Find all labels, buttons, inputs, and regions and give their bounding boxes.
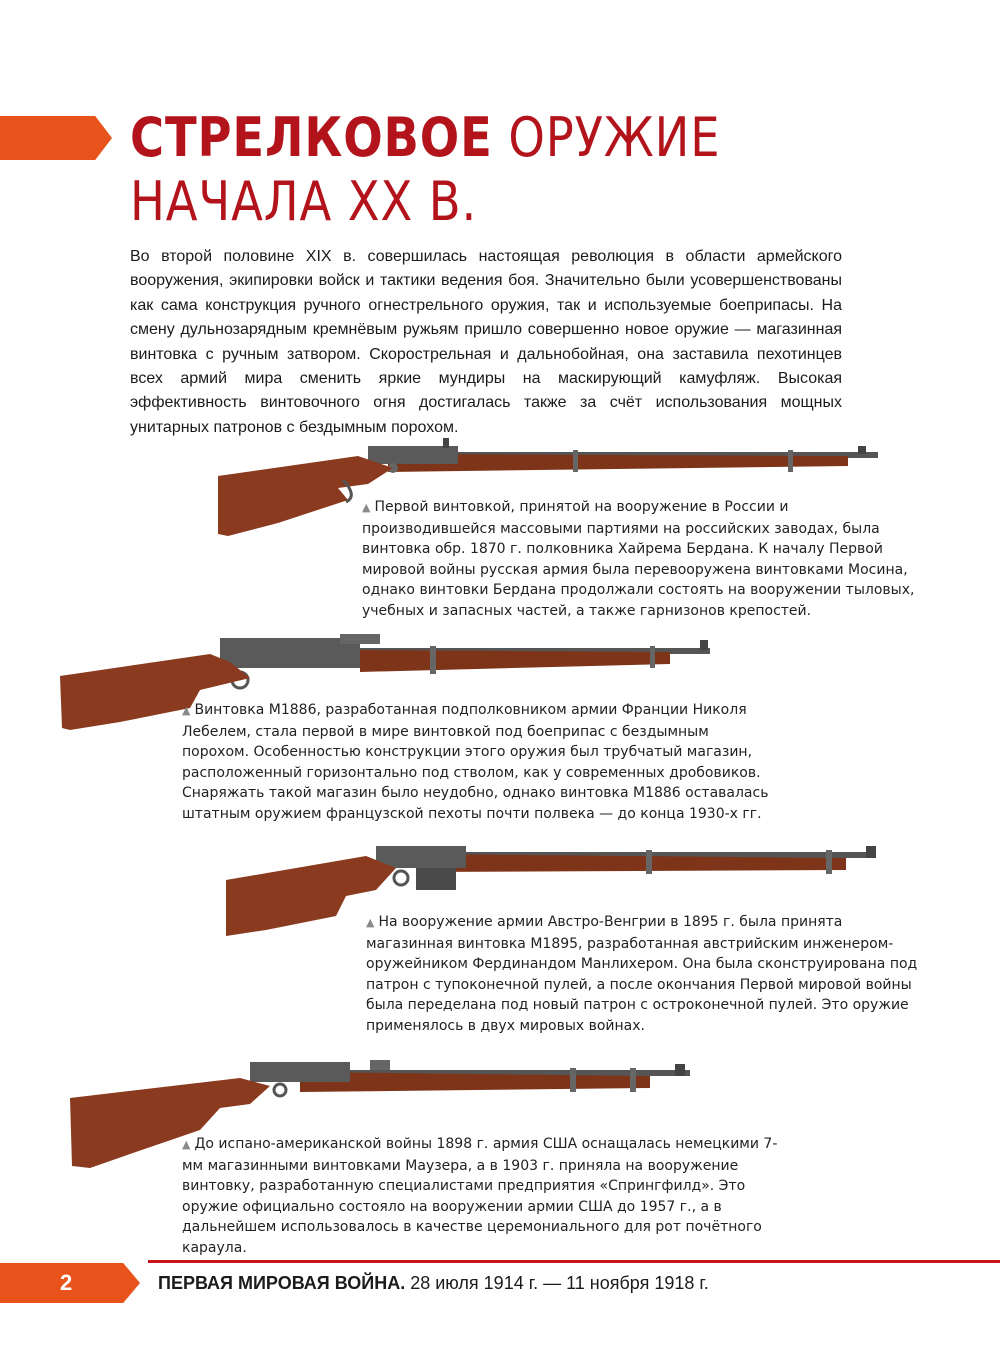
triangle-up-icon: ▲ (182, 1138, 191, 1151)
footer-rule (148, 1260, 1000, 1263)
triangle-up-icon: ▲ (362, 501, 371, 514)
footer-section-title: ПЕРВАЯ МИРОВАЯ ВОЙНА. (158, 1273, 406, 1293)
triangle-up-icon: ▲ (366, 916, 375, 929)
caption-springfield-text: До испано-американской войны 1898 г. армия США оснащалась немецкими 7-мм магазинными винтовками Маузера, а в 1903 г. приняла на вооружение винтовку, разработанную специалистами предприятия «Спрингфилд». Это оружие официально состояло на вооружении армии США до 1957 г., а в дальнейшем использовалось в качестве церемониального для рот почётного караула. (182, 1136, 778, 1256)
title-bold-part: СТРЕЛКОВОЕ (130, 106, 493, 169)
intro-paragraph: Во второй половине XIX в. совершилась настоящая революция в области армейского вооружения, экипировки войск и тактики ведения боя. Значительно были усовершенствованы как сама конструкция ручного огнестрельного оружия, так и используемые боеприпасы. На смену дульнозарядным кремнёвым ружьям пришло совершенно новое оружие — магазинная винтовка с ручным затвором. Скорострельная и дальнобойная, она заставила пехотинцев всех армий мира сменить яркие мундиры на маскирующий камуфляж. Высокая эффективность винтовочного огня достигалась также за счёт использования мощных унитарных патронов с бездымным порохом. (130, 248, 842, 436)
caption-springfield (182, 1134, 782, 1259)
caption-lebel (182, 700, 772, 825)
title-line-2: НАЧАЛА XX В. (130, 170, 478, 233)
caption-lebel-text: Винтовка М1886, разработанная подполковником армии Франции Николя Лебелем, стала первой в мире винтовкой под боеприпас с бездымным порохом. Особенностью конструкции этого оружия был трубчатый магазин, расположенный горизонтально под стволом, как у современных дробовиков. Снаряжать такой магазин было неудобно, однако винтовка М1886 оставалась штатным оружием французской пехоты почти полвека — до конца 1930-х гг. (182, 702, 769, 822)
page-title (130, 108, 720, 232)
caption-mannlicher-text: На вооружение армии Австро-Венгрии в 1895 г. была принята магазинная винтовка М1895, разработанная австрийским инженером-оружейником Фердинандом Манлихером. Она была сконструирована под патрон с тупоконечной пулей, а после окончания Первой мировой войны была переделана под новый патрон с остроконечной пулей. Это оружие применялось в двух мировых войнах. (366, 914, 918, 1034)
caption-berdan-text: Первой винтовкой, принятой на вооружение в России и производившейся массовыми партиями на российских заводах, была винтовка обр. 1870 г. полковника Хайрема Бердана. К началу Первой мировой войны русская армия была перевооружена винтовками Мосина, однако винтовки Бердана продолжали состоять на вооружении тыловых, учебных и запасных частей, а также гарнизонов крепостей. (362, 499, 915, 619)
page-number: 2 (60, 1270, 73, 1295)
title-regular-part: ОРУЖИЕ (508, 106, 721, 169)
caption-berdan (362, 497, 922, 622)
footer-dates: 28 июля 1914 г. — 11 ноября 1918 г. (410, 1273, 709, 1293)
title-accent-tab (0, 116, 112, 160)
triangle-up-icon: ▲ (182, 704, 191, 717)
footer-running-title (158, 1270, 709, 1296)
caption-mannlicher (366, 912, 926, 1037)
